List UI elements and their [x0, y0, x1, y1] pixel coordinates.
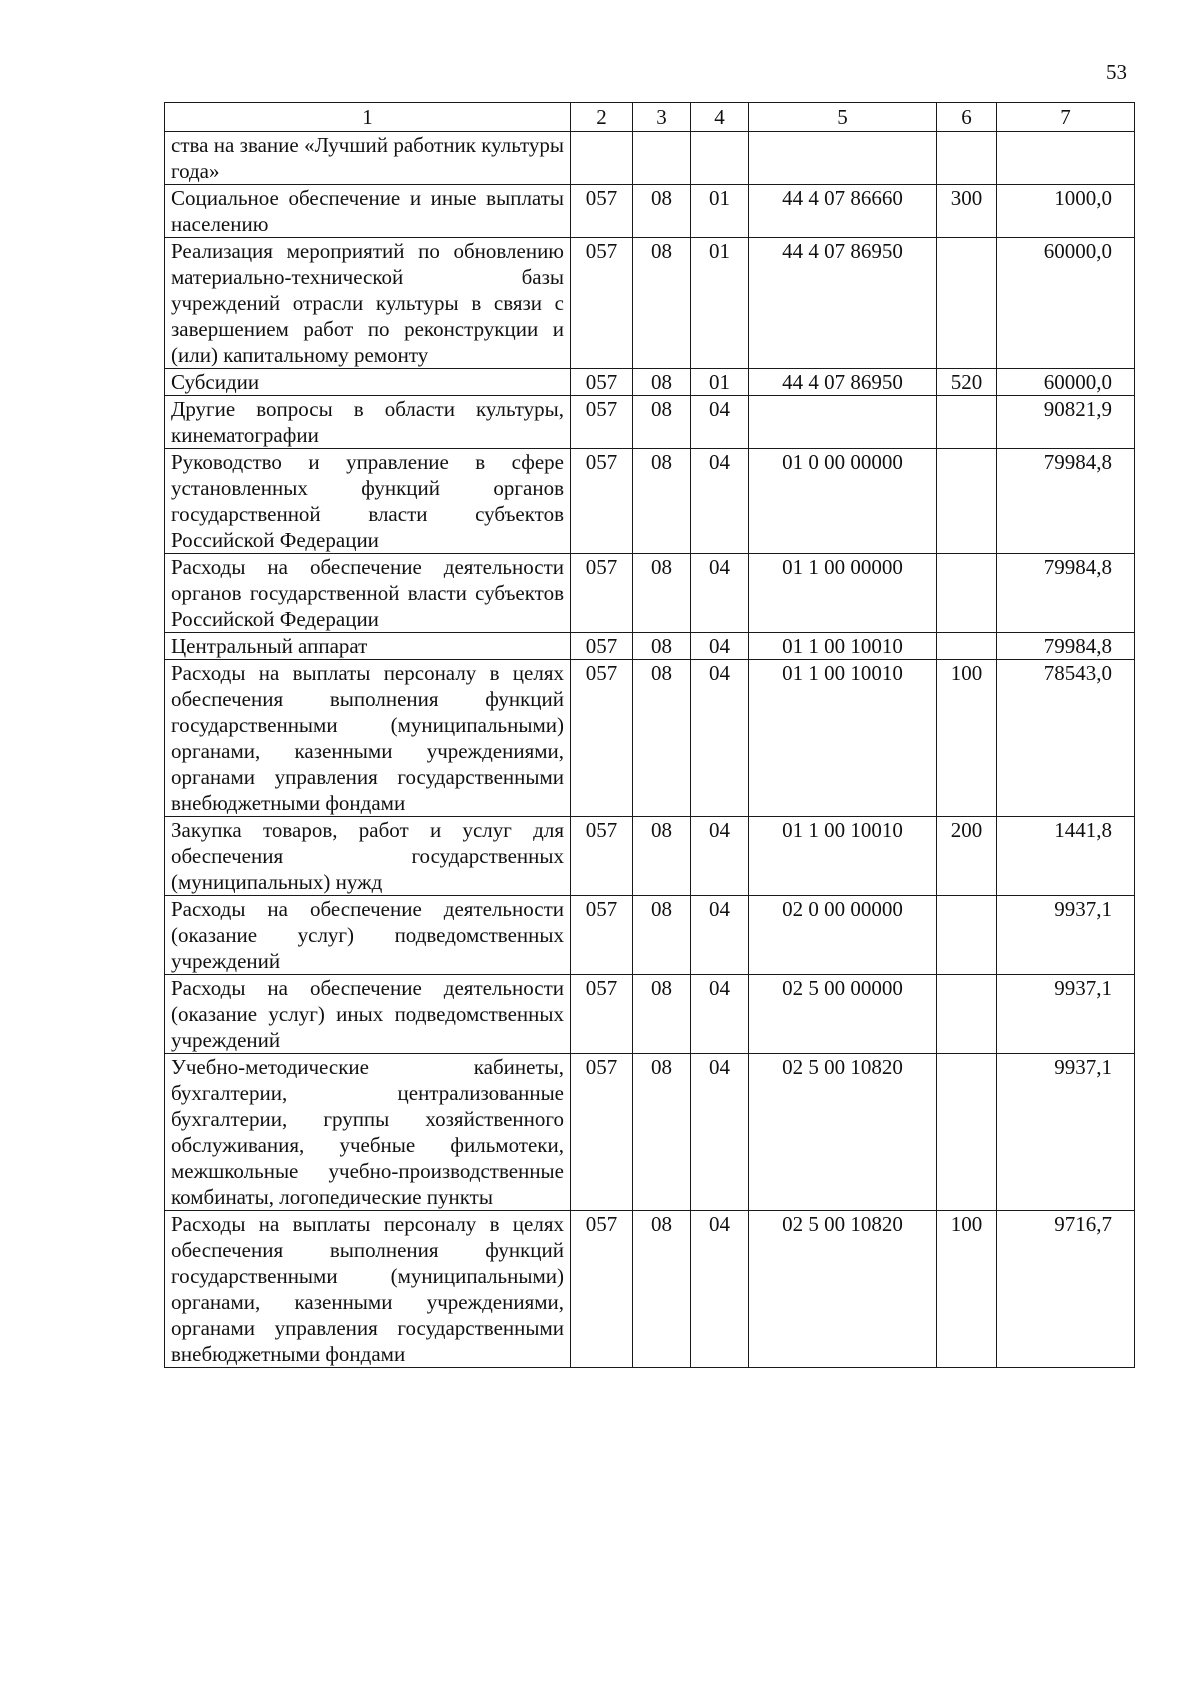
row-target-article — [749, 396, 937, 449]
row-name: Реализация мероприятий по обновлению материально-технической базы учреждений отрасли культуры в связи с завершением работ по реконструкции и (или) капитальному ремонту — [165, 238, 571, 369]
row-amount — [997, 132, 1135, 185]
row-subsection-code: 04 — [691, 660, 749, 817]
row-name: Расходы на обеспечение деятельности (оказание услуг) иных подведомственных учреждений — [165, 975, 571, 1054]
row-ministry-code: 057 — [571, 449, 633, 554]
row-section-code: 08 — [633, 1211, 691, 1368]
table-row — [165, 1054, 1135, 1211]
row-expense-type: 100 — [937, 660, 997, 817]
table-row — [165, 132, 1135, 185]
row-section-code: 08 — [633, 554, 691, 633]
row-name: ства на звание «Лучший работник культуры года» — [165, 132, 571, 185]
row-section-code: 08 — [633, 396, 691, 449]
page-number: 53 — [1106, 60, 1127, 84]
row-expense-type — [937, 554, 997, 633]
row-expense-type — [937, 896, 997, 975]
row-subsection-code: 01 — [691, 369, 749, 396]
column-header: 7 — [997, 103, 1135, 132]
row-name: Центральный аппарат — [165, 633, 571, 660]
table-row — [165, 449, 1135, 554]
row-subsection-code: 04 — [691, 817, 749, 896]
row-amount: 79984,8 — [997, 554, 1135, 633]
table-row — [165, 1211, 1135, 1368]
table-row — [165, 185, 1135, 238]
column-header: 4 — [691, 103, 749, 132]
row-ministry-code: 057 — [571, 1211, 633, 1368]
row-target-article: 44 4 07 86950 — [749, 238, 937, 369]
row-name: Расходы на выплаты персоналу в целях обеспечения выполнения функций государственными (муниципальными) органами, казенными учреждениями, органами управления государственными внебюджетными фондами — [165, 660, 571, 817]
row-ministry-code: 057 — [571, 554, 633, 633]
row-target-article: 02 0 00 00000 — [749, 896, 937, 975]
row-amount: 9937,1 — [997, 1054, 1135, 1211]
row-amount: 60000,0 — [997, 369, 1135, 396]
row-target-article: 44 4 07 86660 — [749, 185, 937, 238]
row-section-code: 08 — [633, 238, 691, 369]
row-subsection-code: 04 — [691, 896, 749, 975]
table-row — [165, 554, 1135, 633]
row-expense-type — [937, 449, 997, 554]
row-amount: 9716,7 — [997, 1211, 1135, 1368]
row-expense-type — [937, 633, 997, 660]
row-target-article: 02 5 00 10820 — [749, 1211, 937, 1368]
row-name: Социальное обеспечение и иные выплаты населению — [165, 185, 571, 238]
row-expense-type: 200 — [937, 817, 997, 896]
row-amount: 9937,1 — [997, 896, 1135, 975]
row-expense-type — [937, 396, 997, 449]
row-ministry-code: 057 — [571, 975, 633, 1054]
row-target-article: 01 0 00 00000 — [749, 449, 937, 554]
row-subsection-code: 04 — [691, 633, 749, 660]
row-name: Субсидии — [165, 369, 571, 396]
column-header: 6 — [937, 103, 997, 132]
row-name: Расходы на обеспечение деятельности (оказание услуг) подведомственных учреждений — [165, 896, 571, 975]
row-name: Расходы на выплаты персоналу в целях обеспечения выполнения функций государственными (муниципальными) органами, казенными учреждениями, органами управления государственными внебюджетными фондами — [165, 1211, 571, 1368]
row-target-article — [749, 132, 937, 185]
row-name: Закупка товаров, работ и услуг для обеспечения государственных (муниципальных) нужд — [165, 817, 571, 896]
table-row — [165, 975, 1135, 1054]
row-ministry-code: 057 — [571, 1054, 633, 1211]
row-expense-type — [937, 975, 997, 1054]
row-ministry-code: 057 — [571, 817, 633, 896]
budget-table — [164, 102, 1135, 1368]
table-row — [165, 369, 1135, 396]
row-expense-type — [937, 238, 997, 369]
row-amount: 90821,9 — [997, 396, 1135, 449]
row-amount: 78543,0 — [997, 660, 1135, 817]
row-section-code: 08 — [633, 975, 691, 1054]
row-target-article: 01 1 00 10010 — [749, 633, 937, 660]
row-subsection-code: 04 — [691, 396, 749, 449]
table-row — [165, 633, 1135, 660]
row-ministry-code: 057 — [571, 369, 633, 396]
column-header: 2 — [571, 103, 633, 132]
row-target-article: 02 5 00 10820 — [749, 1054, 937, 1211]
row-ministry-code: 057 — [571, 185, 633, 238]
row-amount: 60000,0 — [997, 238, 1135, 369]
column-header: 5 — [749, 103, 937, 132]
row-section-code: 08 — [633, 660, 691, 817]
table-row — [165, 817, 1135, 896]
row-ministry-code: 057 — [571, 660, 633, 817]
row-section-code: 08 — [633, 817, 691, 896]
row-section-code: 08 — [633, 633, 691, 660]
row-name: Учебно-методические кабинеты, бухгалтерии, централизованные бухгалтерии, группы хозяйственного обслуживания, учебные фильмотеки, межшкольные учебно-производственные комбинаты, логопедические пункты — [165, 1054, 571, 1211]
row-expense-type: 520 — [937, 369, 997, 396]
row-ministry-code: 057 — [571, 396, 633, 449]
table-row — [165, 396, 1135, 449]
row-section-code: 08 — [633, 449, 691, 554]
row-subsection-code: 04 — [691, 1211, 749, 1368]
row-section-code: 08 — [633, 1054, 691, 1211]
row-amount: 1441,8 — [997, 817, 1135, 896]
row-subsection-code: 04 — [691, 449, 749, 554]
row-target-article: 44 4 07 86950 — [749, 369, 937, 396]
column-header: 1 — [165, 103, 571, 132]
row-subsection-code — [691, 132, 749, 185]
table-row — [165, 238, 1135, 369]
row-target-article: 02 5 00 00000 — [749, 975, 937, 1054]
row-amount: 9937,1 — [997, 975, 1135, 1054]
row-expense-type: 100 — [937, 1211, 997, 1368]
row-amount: 79984,8 — [997, 449, 1135, 554]
row-subsection-code: 01 — [691, 185, 749, 238]
column-header: 3 — [633, 103, 691, 132]
row-section-code: 08 — [633, 185, 691, 238]
row-subsection-code: 01 — [691, 238, 749, 369]
row-target-article: 01 1 00 10010 — [749, 660, 937, 817]
row-expense-type: 300 — [937, 185, 997, 238]
row-name: Расходы на обеспечение деятельности органов государственной власти субъектов Российской Федерации — [165, 554, 571, 633]
row-amount: 79984,8 — [997, 633, 1135, 660]
row-ministry-code: 057 — [571, 633, 633, 660]
row-subsection-code: 04 — [691, 554, 749, 633]
row-section-code: 08 — [633, 896, 691, 975]
row-target-article: 01 1 00 10010 — [749, 817, 937, 896]
row-subsection-code: 04 — [691, 975, 749, 1054]
row-ministry-code: 057 — [571, 896, 633, 975]
row-subsection-code: 04 — [691, 1054, 749, 1211]
row-section-code — [633, 132, 691, 185]
table-row — [165, 896, 1135, 975]
row-ministry-code — [571, 132, 633, 185]
row-expense-type — [937, 1054, 997, 1211]
row-target-article: 01 1 00 00000 — [749, 554, 937, 633]
row-section-code: 08 — [633, 369, 691, 396]
table-row — [165, 660, 1135, 817]
table-header-row — [165, 103, 1135, 132]
row-expense-type — [937, 132, 997, 185]
row-amount: 1000,0 — [997, 185, 1135, 238]
row-name: Другие вопросы в области культуры, кинематографии — [165, 396, 571, 449]
row-ministry-code: 057 — [571, 238, 633, 369]
row-name: Руководство и управление в сфере установленных функций органов государственной власти субъектов Российской Федерации — [165, 449, 571, 554]
